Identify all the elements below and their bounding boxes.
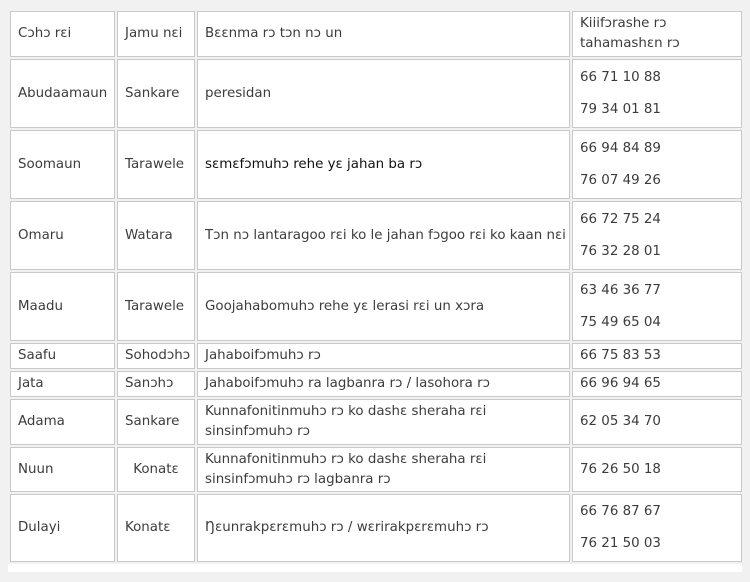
cell-last-name: Sankare [117, 399, 195, 445]
table-row [10, 272, 742, 341]
table-row [10, 130, 742, 199]
phone-number: 66 71 10 88 [580, 69, 661, 85]
cell-last-name: Sankare [117, 59, 195, 128]
phone-number: 62 05 34 70 [580, 414, 661, 429]
header-role: Bɛɛnma rɔ tɔn nɔ un [197, 11, 570, 57]
phone-number: 66 75 83 53 [580, 348, 661, 363]
cell-first-name: Dulayi [10, 494, 115, 562]
members-table [8, 9, 744, 564]
header-last-name: Jamu nɛi [117, 11, 195, 57]
table-row [10, 399, 742, 445]
phone-number: 76 07 49 26 [580, 172, 661, 188]
cell-first-name: Abudaamaun [10, 59, 115, 128]
phone-number: 63 46 36 77 [580, 282, 661, 298]
cell-last-name: Sohodɔhɔ [117, 343, 195, 369]
cell-phone [572, 371, 742, 397]
cell-role: Ŋɛunrakpɛrɛmuhɔ rɔ / wɛrirakpɛrɛmuhɔ rɔ [197, 494, 570, 562]
cell-last-name: Konatɛ [117, 494, 195, 562]
cell-first-name: Adama [10, 399, 115, 445]
table-header-row [10, 11, 742, 57]
cell-first-name: Saafu [10, 343, 115, 369]
cell-role: Tɔn nɔ lantaragoo rɛi ko le jahan fɔgoo rɛi ko kaan nɛi [197, 201, 570, 270]
phone-number: 66 94 84 89 [580, 140, 661, 156]
cell-role: Kunnafonitinmuhɔ rɔ ko dashɛ sheraha rɛi sinsinfɔmuhɔ rɔ lagbanra rɔ [197, 447, 570, 492]
cell-first-name: Omaru [10, 201, 115, 270]
cell-first-name: Soomaun [10, 130, 115, 199]
phone-number: 76 32 28 01 [580, 243, 661, 259]
cell-role: Jahaboifɔmuhɔ ra lagbanra rɔ / lasohora rɔ [197, 371, 570, 397]
phone-number: 76 21 50 03 [580, 536, 661, 551]
cell-last-name: Tarawele [117, 272, 195, 341]
cell-role: Jahaboifɔmuhɔ rɔ [197, 343, 570, 369]
table-row [10, 494, 742, 562]
table-row [10, 447, 742, 492]
cell-role: Kunnafonitinmuhɔ rɔ ko dashɛ sheraha rɛi sinsinfɔmuhɔ rɔ [197, 399, 570, 445]
cell-first-name: Nuun [10, 447, 115, 492]
cell-first-name: Jata [10, 371, 115, 397]
table-row [10, 59, 742, 128]
cell-phone [572, 447, 742, 492]
cell-last-name: Sanɔhɔ [117, 371, 195, 397]
cell-last-name: Konatɛ [117, 447, 195, 492]
cell-last-name: Tarawele [117, 130, 195, 199]
phone-number: 66 76 87 67 [580, 504, 661, 519]
phone-number: 75 49 65 04 [580, 314, 661, 330]
cell-phone [572, 201, 742, 270]
cell-phone [572, 130, 742, 199]
table-row [10, 343, 742, 369]
cell-role: Goojahabomuhɔ rehe yɛ lerasi rɛi un xɔra [197, 272, 570, 341]
cell-phone [572, 399, 742, 445]
cell-role: sɛmɛfɔmuhɔ rehe yɛ jahan ba rɔ [197, 130, 570, 199]
cell-phone [572, 59, 742, 128]
cell-phone [572, 494, 742, 562]
cell-phone [572, 272, 742, 341]
phone-number: 66 72 75 24 [580, 211, 661, 227]
phone-number: 66 96 94 65 [580, 376, 661, 391]
cell-phone [572, 343, 742, 369]
header-first-name: Cɔhɔ rɛi [10, 11, 115, 57]
cell-last-name: Watara [117, 201, 195, 270]
phone-number: 76 26 50 18 [580, 461, 661, 477]
cell-role: peresidan [197, 59, 570, 128]
header-phone: Kiiifɔrashe rɔ tahamashɛn rɔ [572, 11, 742, 57]
cell-first-name: Maadu [10, 272, 115, 341]
phone-number: 79 34 01 81 [580, 101, 661, 117]
table-row [10, 201, 742, 270]
table-row [10, 371, 742, 397]
